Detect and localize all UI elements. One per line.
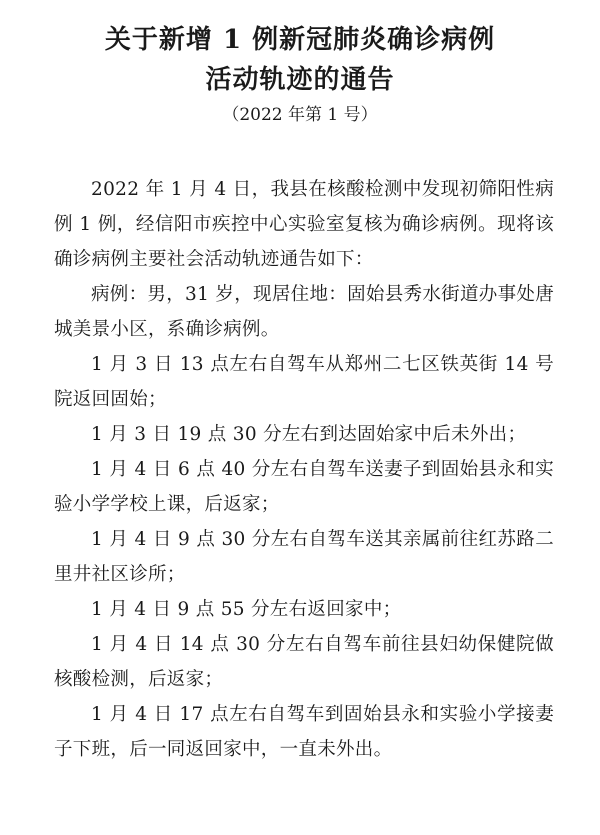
paragraph-itinerary: 1 月 3 日 19 点 30 分左右到达固始家中后未外出； — [91, 424, 527, 445]
paragraph-itinerary: 1 月 4 日 9 点 30 分左右自驾车送其亲属前往红苏路二里井社区诊所； — [54, 529, 554, 585]
notice-title-line-1: 关于新增 1 例新冠肺炎确诊病例 — [104, 25, 496, 55]
paragraph-itinerary: 1 月 4 日 9 点 55 分左右返回家中； — [91, 599, 402, 620]
paragraph-itinerary: 1 月 4 日 14 点 30 分左右自驾车前往县妇幼保健院做核酸检测，后返家； — [54, 634, 554, 690]
paragraph-itinerary: 1 月 4 日 6 点 40 分左右自驾车送妻子到固始县永和实验小学学校上课，后返家； — [54, 459, 554, 515]
notice-body — [54, 172, 554, 767]
paragraph-itinerary: 1 月 4 日 17 点左右自驾车到固始县永和实验小学接妻子下班，后一同返回家中，一直未外出。 — [54, 704, 554, 760]
notice-number: （2022 年第 1 号） — [222, 105, 378, 125]
paragraph-intro: 2022 年 1 月 4 日，我县在核酸检测中发现初筛阳性病例 1 例，经信阳市疾控中心实验室复核为确诊病例。现将该确诊病例主要社会活动轨迹通告如下： — [54, 179, 554, 270]
paragraph-case: 病例：男，31 岁，现居住地：固始县秀水街道办事处唐城美景小区，系确诊病例。 — [54, 284, 554, 340]
notice-title-line-2: 活动轨迹的通告 — [205, 65, 395, 95]
paragraph-itinerary: 1 月 3 日 13 点左右自驾车从郑州二七区铁英街 14 号院返回固始； — [54, 354, 554, 410]
